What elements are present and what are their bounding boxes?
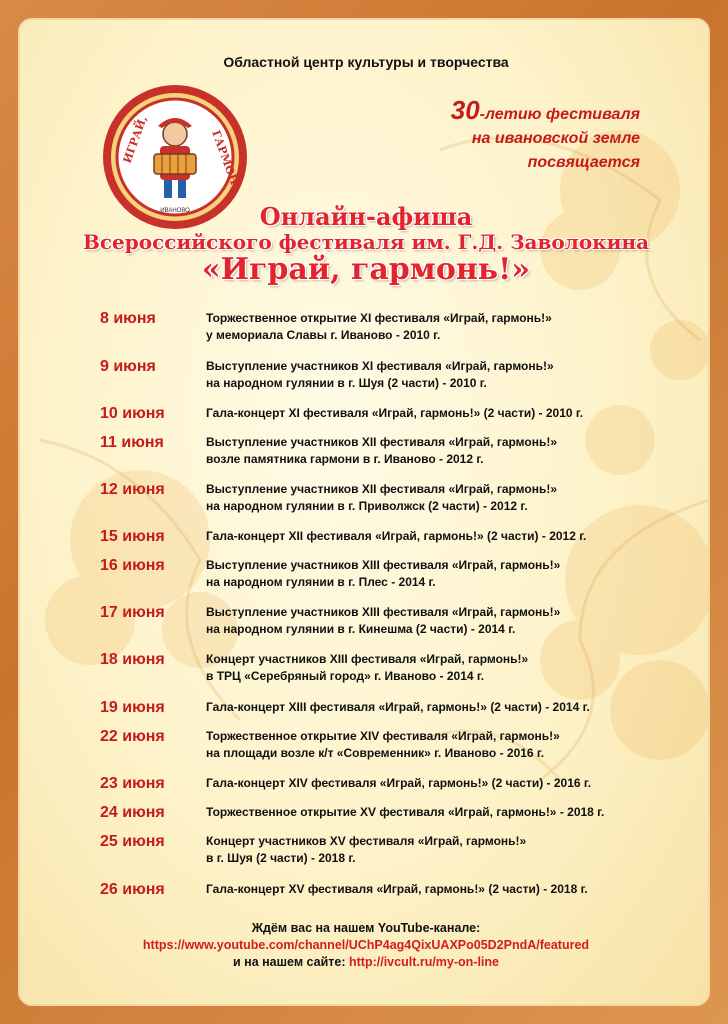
schedule-description: Выступление участников XIII фестиваля «Играй, гармонь!» на народном гулянии в г. Плес - 2014 г. bbox=[206, 558, 561, 589]
schedule-date: 24 июня bbox=[100, 804, 165, 821]
schedule-description: Торжественное открытие XV фестиваля «Играй, гармонь!» - 2018 г. bbox=[206, 805, 605, 819]
footer-site-line bbox=[20, 954, 710, 971]
schedule-description: Выступление участников XII фестиваля «Играй, гармонь!» на народном гулянии в г. Приволжск (2 части) - 2012 г. bbox=[206, 482, 558, 513]
schedule-date: 11 июня bbox=[100, 434, 164, 451]
poster-title-festival-name: «Играй, гармонь!» bbox=[201, 252, 531, 287]
schedule-date: 15 июня bbox=[100, 528, 165, 545]
schedule-description: Концерт участников XIII фестиваля «Играй, гармонь!» в ТРЦ «Серебряный город» г. Иваново - 2014 г. bbox=[206, 652, 529, 683]
website-link[interactable]: http://ivcult.ru/my-on-line bbox=[349, 955, 499, 969]
schedule-description: Выступление участников XII фестиваля «Играй, гармонь!» возле памятника гармони в г. Иваново - 2012 г. bbox=[206, 435, 558, 466]
schedule-description: Торжественное открытие XIV фестиваля «Играй, гармонь!» на площади возле к/т «Современник» г. Иваново - 2016 г. bbox=[206, 729, 560, 760]
schedule-description: Гала-концерт XIII фестиваля «Играй, гармонь!» (2 части) - 2014 г. bbox=[206, 700, 590, 714]
schedule-description: Гала-концерт XII фестиваля «Играй, гармонь!» (2 части) - 2012 г. bbox=[206, 529, 587, 543]
schedule-date: 26 июня bbox=[100, 881, 165, 898]
schedule-description: Выступление участников XI фестиваля «Играй, гармонь!» на народном гулянии в г. Шуя (2 части) - 2010 г. bbox=[206, 359, 554, 390]
anniversary-line3: посвящается bbox=[527, 154, 640, 171]
schedule-date: 18 июня bbox=[100, 651, 165, 668]
poster-title-line2: Всероссийского фестиваля им. Г.Д. Заволокина bbox=[82, 230, 650, 254]
schedule-description: Торжественное открытие XI фестиваля «Играй, гармонь!» у мемориала Славы г. Иваново - 2010 г. bbox=[206, 311, 552, 342]
footer-contacts bbox=[20, 920, 710, 971]
schedule-date: 10 июня bbox=[100, 405, 165, 422]
logo-bottom-text: ИВАНОВО bbox=[160, 208, 190, 214]
youtube-channel-link[interactable]: https://www.youtube.com/channel/UChP4ag4QixUAXPo05D2PndA/featured bbox=[142, 938, 590, 952]
anniversary-number: 30 bbox=[450, 95, 480, 125]
footer-invite: Ждём вас на нашем YouTube-канале: bbox=[251, 921, 481, 935]
schedule-date: 22 июня bbox=[100, 728, 165, 745]
schedule-date: 17 июня bbox=[100, 604, 165, 621]
schedule-description: Выступление участников XIII фестиваля «Играй, гармонь!» на народном гулянии в г. Кинешма (2 части) - 2014 г. bbox=[206, 605, 561, 636]
schedule-date: 25 июня bbox=[100, 833, 165, 850]
anniversary-line1: -летию фестиваля bbox=[479, 106, 640, 123]
poster-title-line1: Онлайн-афиша bbox=[259, 202, 473, 231]
schedule-date: 19 июня bbox=[100, 699, 165, 716]
schedule-description: Концерт участников XV фестиваля «Играй, гармонь!» в г. Шуя (2 части) - 2018 г. bbox=[206, 834, 527, 865]
schedule-description: Гала-концерт XIV фестиваля «Играй, гармонь!» (2 части) - 2016 г. bbox=[206, 776, 592, 790]
poster-panel bbox=[18, 18, 710, 1006]
anniversary-line2: на ивановской земле bbox=[471, 130, 640, 147]
schedule-description: Гала-концерт XI фестиваля «Играй, гармонь!» (2 части) - 2010 г. bbox=[206, 406, 584, 420]
schedule-date: 16 июня bbox=[100, 557, 165, 574]
logo-left-text: ИГРАЙ, bbox=[120, 114, 150, 166]
anniversary-dedication bbox=[360, 95, 640, 175]
schedule-date: 12 июня bbox=[100, 481, 165, 498]
logo-right-text: ГАРМОНЬ bbox=[209, 128, 244, 196]
schedule-description: Гала-концерт XV фестиваля «Играй, гармонь!» (2 части) - 2018 г. bbox=[206, 882, 588, 896]
organizer-name: Областной центр культуры и творчества bbox=[223, 54, 509, 70]
schedule-date: 23 июня bbox=[100, 775, 165, 792]
schedule-date: 9 июня bbox=[100, 358, 156, 375]
footer-site-prefix: и на нашем сайте: bbox=[232, 955, 349, 969]
schedule-date: 8 июня bbox=[100, 310, 156, 327]
